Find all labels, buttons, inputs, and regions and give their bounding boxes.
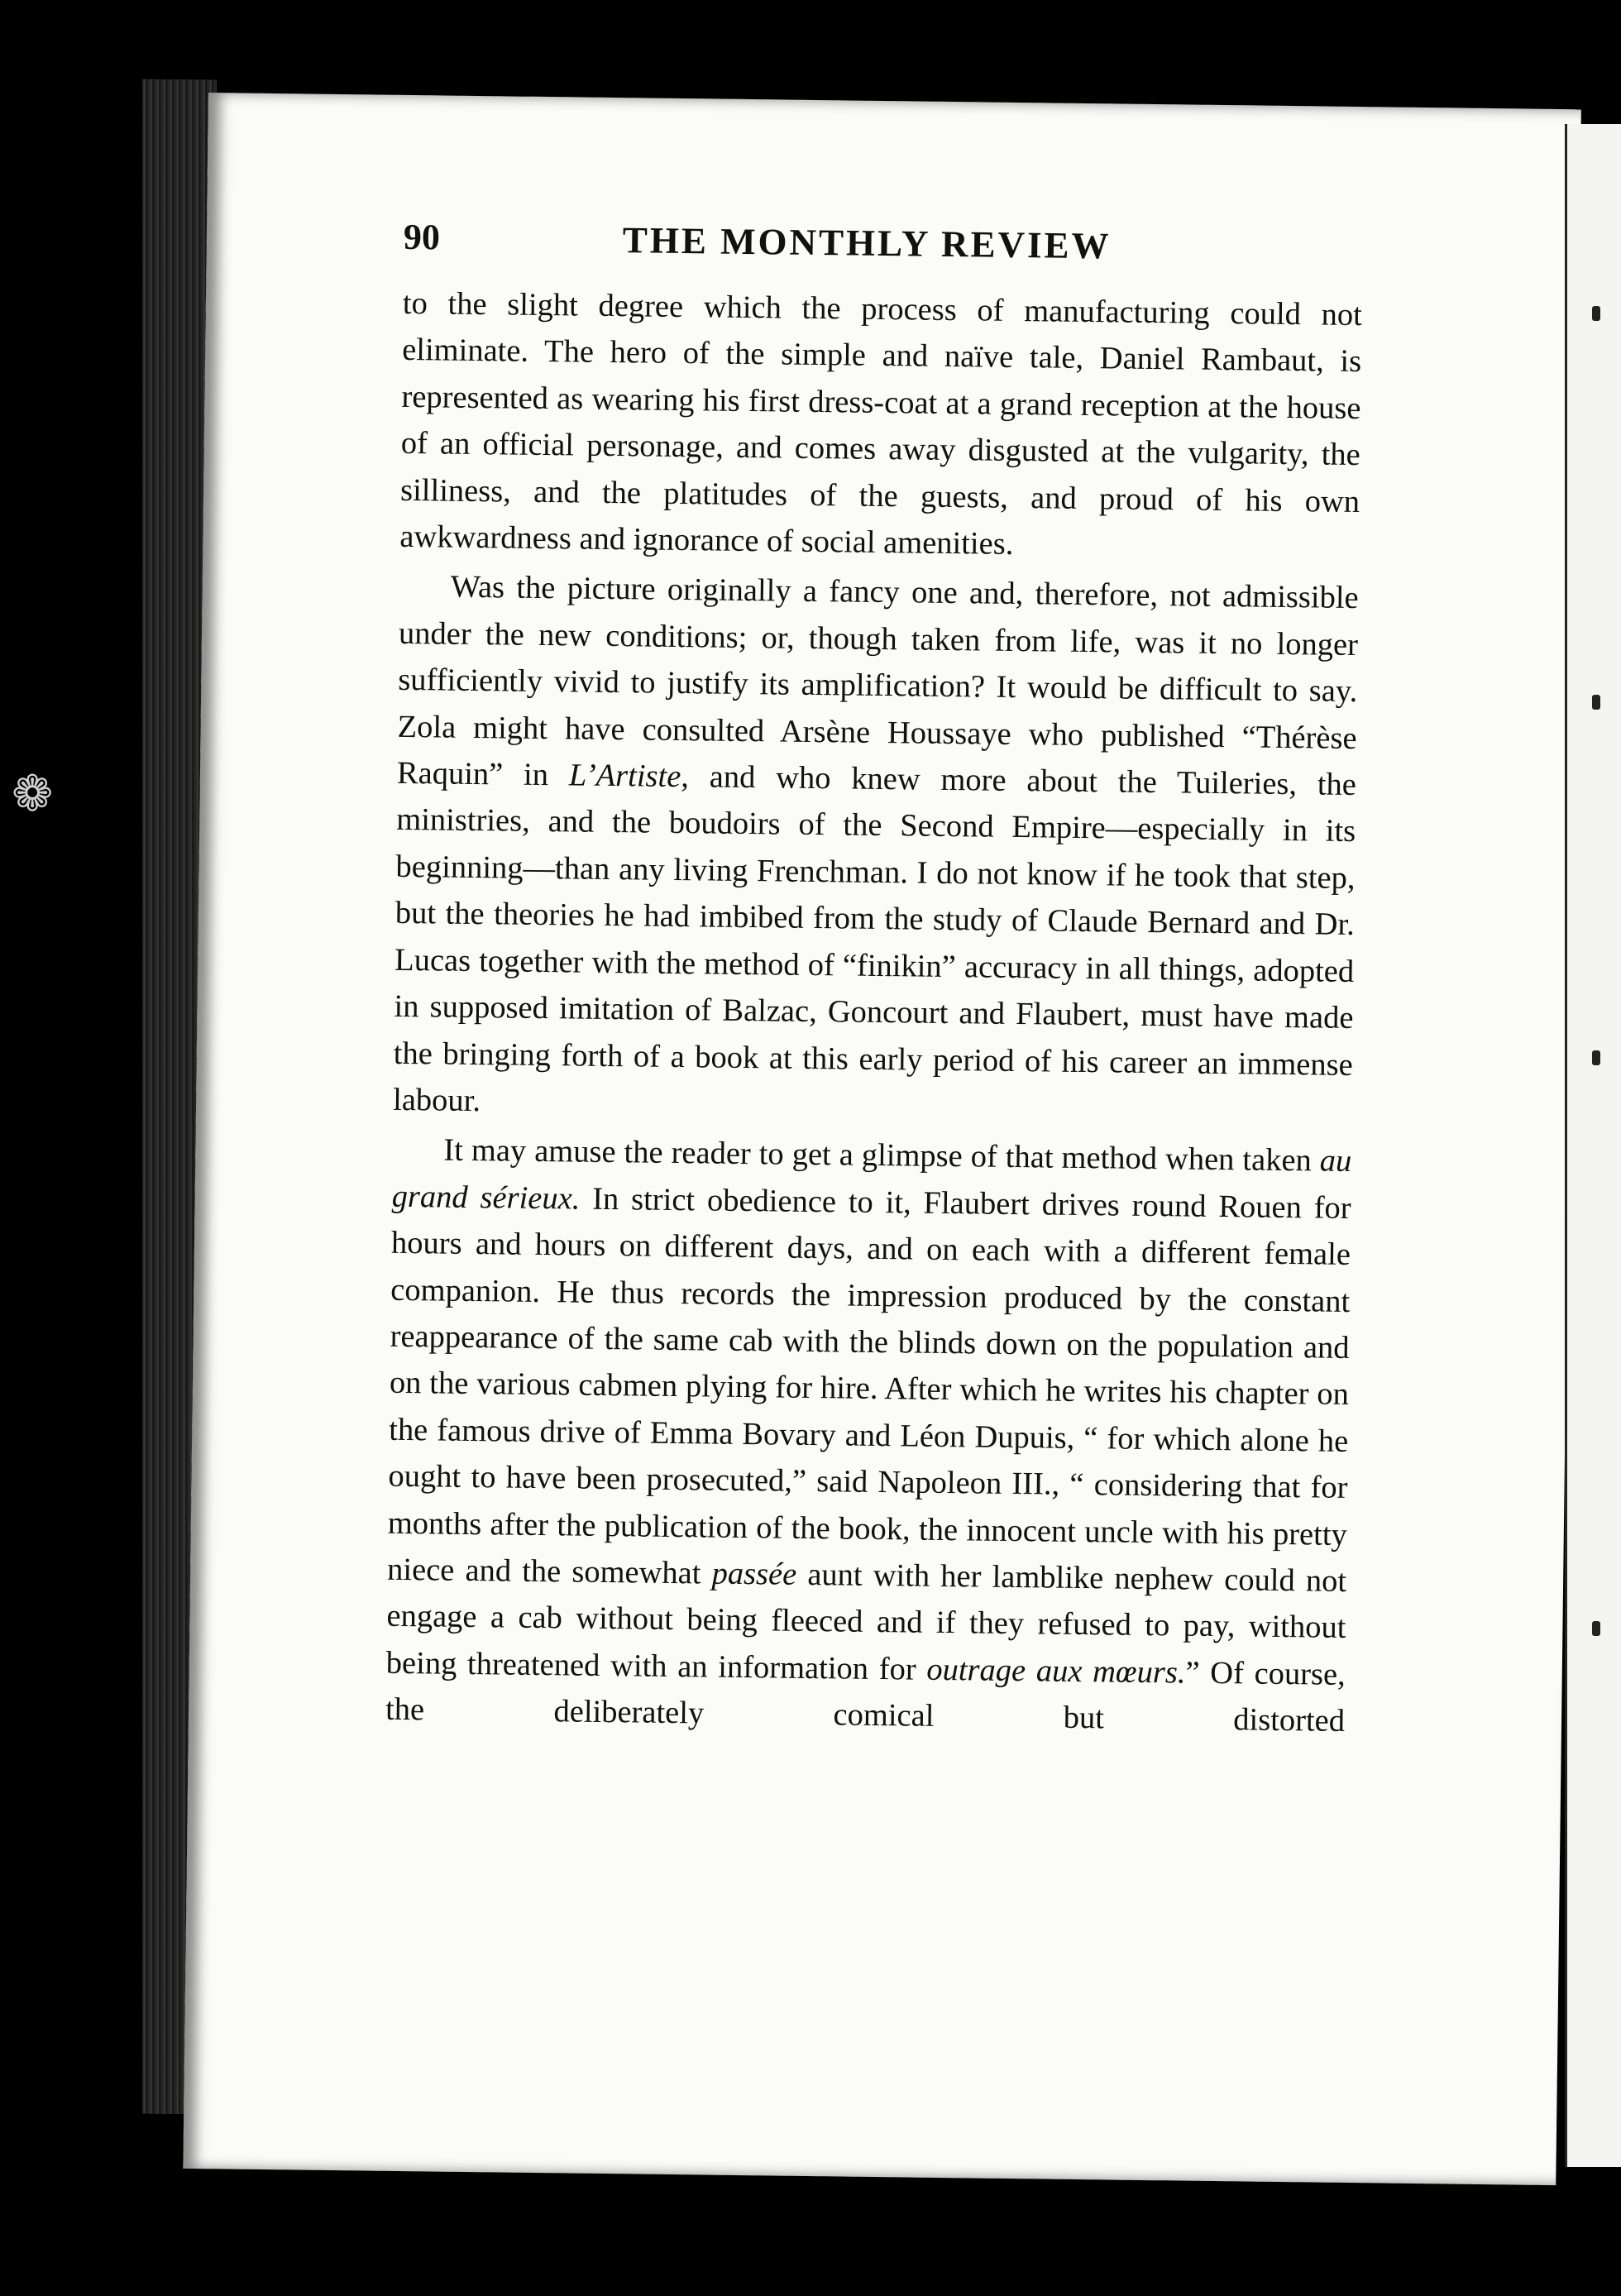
edge-mark — [1592, 695, 1600, 710]
edge-mark — [1592, 1621, 1600, 1636]
edge-mark — [1592, 306, 1600, 321]
edge-mark — [1592, 1050, 1600, 1065]
page-number: 90 — [403, 216, 441, 258]
text-run: It may amuse the reader to get a glimpse of that method when taken — [443, 1132, 1321, 1179]
facing-page-edge — [1565, 124, 1621, 2167]
text-run: aunt with her lamblike nephew could not engage a cab without being fleeced and if they refused to pay, without being threatened with an information for — [385, 1557, 1347, 1687]
text-run: Was the picture originally a fancy one and, therefore, not admissible under the new conditions; or, though taken from life, was it no longer sufficiently vivid to justify its amplification? It would be difficult to say. Zola might have consulted Arsène Houssaye who published “Thérèse Raquin” in — [396, 570, 1359, 793]
journal-title: THE MONTHLY REVIEW — [622, 219, 1112, 267]
paragraph-1 — [399, 280, 1362, 572]
paragraph-3 — [385, 1126, 1352, 1744]
italic-text: L’Artiste, — [568, 758, 690, 795]
text-run: to the slight degree which the process of manufacturing could not eliminate. The hero of the simple and naïve tale, Daniel Rambaut, is represented as wearing his first dress-coat at a grand reception at the house of an official personage, and comes away disgusted at the vulgarity, the silliness, and the platitudes of the guests, and proud of his own awkwardness and ignorance of social amenities. — [399, 285, 1363, 562]
italic-text: au grand sérieux. — [391, 1143, 1352, 1217]
text-run: In strict obedience to it, Flaubert drives round Rouen for hours and hours on different days, and on each with a different female companion. He thus records the impression produced by the constant reappearance of the same cab with the blinds down on the population and on the various cabmen plying for hire. After which he writes his chapter on the famous drive of Emma Bovary and Léon Dupuis, “ for which alone he ought to have been prosecuted,” said Napoleon III., “ considering that for months after the publication of the book, the innocent uncle with his pretty niece and the somewhat — [386, 1181, 1351, 1591]
scan-artifact: ❁ — [12, 767, 54, 821]
body-text — [385, 280, 1362, 1748]
paragraph-2 — [393, 563, 1359, 1135]
running-head — [403, 216, 1586, 288]
text-run: ” Of course, the deliberately comical but distorted — [385, 1655, 1346, 1739]
italic-text: outrage aux mœurs. — [926, 1652, 1186, 1691]
book-page — [183, 93, 1581, 2185]
italic-text: passée — [711, 1556, 797, 1592]
text-run: and who knew more about the Tuileries, the ministries, and the boudoirs of the Second Empire—especially in its beginning—than any living Frenchman. I do not know if he took that step, but the theories he had imbibed from the study of Claude Bernard and Dr. Lucas together with the method of “finikin” accuracy in all things, adopted in supposed imitation of Balzac, Goncourt and Flaubert, must have made the bringing forth of a book at this early period of his career an immense labour. — [392, 759, 1357, 1119]
